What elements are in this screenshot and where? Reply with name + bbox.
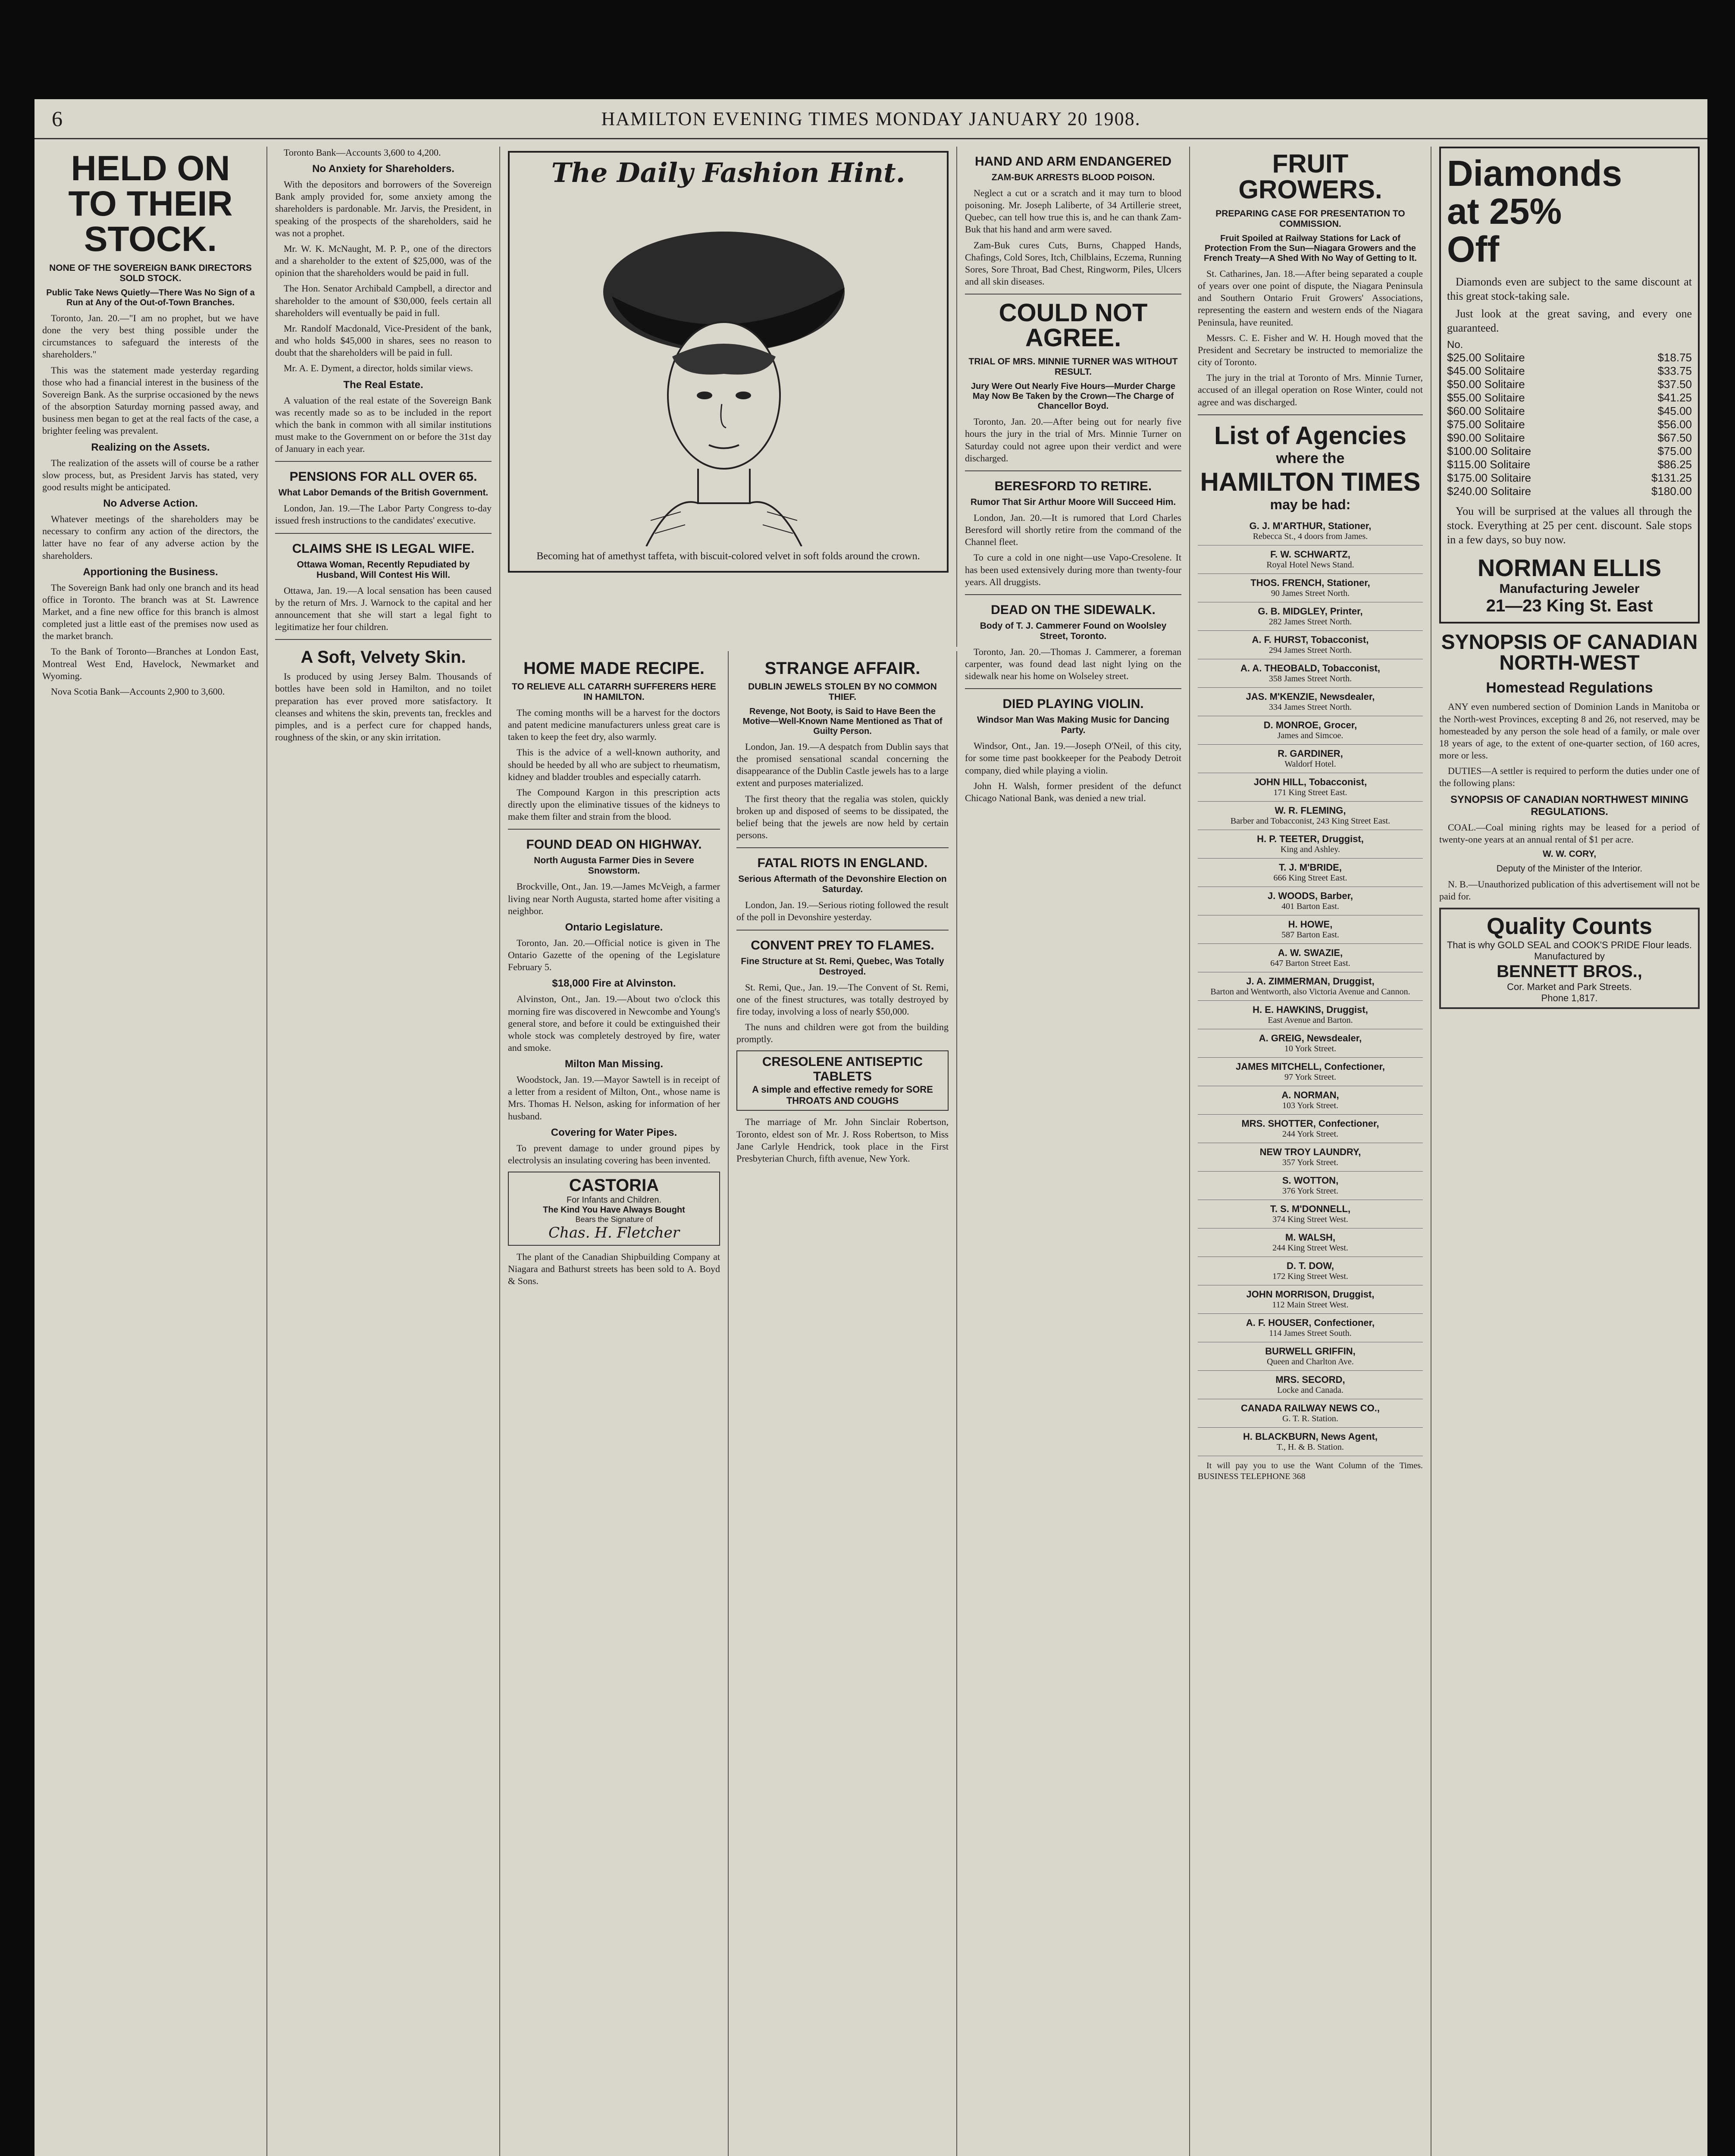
divider — [965, 594, 1181, 595]
agency-address: Locke and Canada. — [1277, 1385, 1344, 1395]
agency-list — [1198, 517, 1423, 1456]
quality-firm: BENNETT BROS., — [1497, 962, 1642, 981]
castoria-sub: For Infants and Children. — [566, 1195, 662, 1205]
subhead: Public Take News Quietly—There Was No Sign of a Run at Any of the Out-of-Town Branches. — [46, 288, 255, 307]
price-old: $90.00 Solitaire — [1447, 431, 1525, 444]
price-row — [1447, 404, 1692, 418]
headline-synopsis: SYNOPSIS OF CANADIAN NORTH-WEST — [1441, 631, 1698, 675]
agency-address: Rebecca St., 4 doors from James. — [1253, 531, 1368, 541]
article-paragraph: Toronto, Jan. 20.—After being out for nearly five hours the jury in the trial of Mrs. Minnie Turner on Saturday could not agree upon their verdict and were discharged. — [965, 416, 1181, 464]
agency-address: 334 James Street North. — [1268, 702, 1352, 712]
price-row — [1447, 485, 1692, 498]
agency-address: East Avenue and Barton. — [1268, 1015, 1353, 1025]
agency-title: List of Agencies — [1214, 421, 1406, 450]
article-paragraph: Mr. A. E. Dyment, a director, holds similar views. — [284, 363, 473, 374]
agency-address: King and Ashley. — [1280, 844, 1340, 854]
agency-address: 374 King Street West. — [1272, 1214, 1348, 1224]
price-new: $75.00 — [1657, 444, 1692, 458]
article-paragraph: Brockville, Ont., Jan. 19.—James McVeigh, a farmer living near North Augusta, started home after visiting a neighbor. — [508, 881, 720, 916]
article-paragraph: Zam-Buk cures Cuts, Burns, Chapped Hands, Chafings, Cold Sores, Itch, Chilblains, Eczema, Running Sores, Sore Throat, Bad Chest, Ringworm, Piles, Ulcers and all skin diseases. — [965, 239, 1181, 287]
list-item — [1198, 802, 1423, 830]
signature-name: W. W. CORY, — [1542, 849, 1597, 859]
list-item — [1198, 1115, 1423, 1143]
article-paragraph: St. Remi, Que., Jan. 19.—The Convent of St. Remi, one of the finest structures, was totally destroyed by fire today, involving a loss of nearly $50,000. — [736, 981, 949, 1017]
list-item — [1198, 1086, 1423, 1115]
headline-beresford: BERESFORD TO RETIRE. — [994, 479, 1152, 493]
column-6 — [1190, 147, 1431, 2156]
quality-address: Cor. Market and Park Streets. — [1507, 981, 1632, 993]
firm-name: NORMAN ELLIS — [1477, 554, 1662, 582]
list-item — [1198, 574, 1423, 602]
section-heading: No Anxiety for Shareholders. — [312, 163, 454, 175]
article-paragraph: John H. Walsh, former president of the defunct Chicago National Bank, was denied a new trial. — [965, 780, 1181, 803]
section-heading: Realizing on the Assets. — [91, 441, 210, 453]
masthead-title: HAMILTON EVENING TIMES MONDAY JANUARY 20 1908. — [601, 108, 1141, 129]
article-paragraph: A valuation of the real estate of the Sovereign Bank was recently made so as to be included in the report which the bank in common with all similar institutions must make to the Government on or before the 31st day of January in each year. — [275, 395, 492, 454]
list-item — [1198, 859, 1423, 887]
price-new: $56.00 — [1657, 417, 1692, 431]
agency-name: A. A. THEOBALD, Tobacconist, — [1240, 662, 1380, 674]
agency-address: 376 York Street. — [1282, 1186, 1338, 1196]
quality-text: That is why GOLD SEAL and COOK'S PRIDE Flour leads. Manufactured by — [1447, 940, 1692, 962]
section-heading: Apportioning the Business. — [83, 566, 218, 578]
headline-died-playing-violin: DIED PLAYING VIOLIN. — [1002, 697, 1144, 711]
headline-velvety-skin: A Soft, Velvety Skin. — [301, 648, 466, 667]
list-item — [1198, 1143, 1423, 1172]
list-item — [1198, 1001, 1423, 1029]
diamonds-headline: Diamonds — [1447, 153, 1622, 194]
article-paragraph: Mr. W. K. McNaught, M. P. P., one of the directors and a shareholder to the extent of $25,000, was of the opinion that the shareholders would be paid in full. — [275, 243, 492, 279]
agency-name: H. BLACKBURN, News Agent, — [1243, 1431, 1378, 1442]
headline-hand-and-arm: HAND AND ARM ENDANGERED — [974, 154, 1172, 169]
article-paragraph: Nova Scotia Bank—Accounts 2,900 to 3,600. — [51, 686, 225, 697]
divider — [508, 829, 720, 830]
agency-address: 171 King Street East. — [1273, 787, 1347, 797]
price-row — [1447, 391, 1692, 404]
castoria-signature: Chas. H. Fletcher — [548, 1224, 680, 1242]
subhead: Homestead Regulations — [1486, 680, 1653, 696]
article-paragraph: Toronto, Jan. 20.—"I am no prophet, but we have done the very best thing possible under the circumstances to safeguard the interests of the shareholders." — [42, 313, 259, 360]
section-heading: Milton Man Missing. — [565, 1058, 663, 1070]
article-paragraph: London, Jan. 20.—It is rumored that Lord Charles Beresford will shortly retire from the command of the Channel fleet. — [965, 512, 1181, 548]
agency-title: HAMILTON TIMES — [1200, 467, 1421, 496]
agency-address: 294 James Street North. — [1268, 645, 1352, 655]
agency-name: A. GREIG, Newsdealer, — [1259, 1032, 1362, 1044]
page-number: 6 — [52, 107, 63, 131]
agency-name: BURWELL GRIFFIN, — [1265, 1345, 1356, 1357]
price-row — [1447, 364, 1692, 378]
headline-held-on: HELD ON TO THEIR STOCK. — [68, 149, 233, 259]
subhead: DUBLIN JEWELS STOLEN BY NO COMMON THIEF. — [748, 682, 937, 702]
divider — [275, 533, 492, 534]
price-new: $67.50 — [1657, 431, 1692, 444]
price-list — [1447, 351, 1692, 498]
divider — [275, 639, 492, 640]
price-new: $37.50 — [1657, 377, 1692, 391]
list-item — [1198, 1428, 1423, 1456]
list-item — [1198, 1200, 1423, 1228]
agency-address: Waldorf Hotel. — [1284, 759, 1336, 769]
agency-name: G. B. MIDGLEY, Printer, — [1258, 605, 1363, 617]
subhead: TRIAL OF MRS. MINNIE TURNER WAS WITHOUT RESULT. — [968, 357, 1178, 377]
cresolene-sub: A simple and effective remedy for SORE THROATS AND COUGHS — [752, 1084, 933, 1106]
agency-address: James and Simcoe. — [1277, 730, 1344, 740]
article-paragraph: The plant of the Canadian Shipbuilding Company at Niagara and Bathurst streets has been sold to A. Boyd & Sons. — [508, 1251, 720, 1287]
ad-paragraph: Just look at the great saving, and every one guaranteed. — [1447, 307, 1692, 335]
section-heading: No Adverse Action. — [103, 498, 198, 510]
article-paragraph: St. Catharines, Jan. 18.—After being separated a couple of years over one point of dispute, the Niagara Peninsula and Southern Ontario Fruit Growers' Associations, representing the eastern and western ends of the Niagara Peninsula, have reunited. — [1198, 268, 1423, 328]
agency-name: A. F. HOUSER, Confectioner, — [1246, 1317, 1375, 1328]
headline-found-dead: FOUND DEAD ON HIGHWAY. — [526, 837, 702, 852]
subhead: North Augusta Farmer Dies in Severe Snowstorm. — [534, 856, 694, 876]
section-heading: The Real Estate. — [343, 379, 423, 391]
article-paragraph: London, Jan. 19.—The Labor Party Congress to-day issued fresh instructions to the candidates' executive. — [275, 503, 492, 526]
list-item — [1198, 745, 1423, 773]
agency-address: 172 King Street West. — [1272, 1271, 1348, 1281]
castoria-sig-label: Bears the Signature of — [575, 1215, 653, 1224]
castoria-title: CASTORIA — [569, 1176, 659, 1195]
section-heading: Ontario Legislature. — [565, 921, 663, 933]
article-paragraph: ANY even numbered section of Dominion Lands in Manitoba or the North-west Provinces, excepting 8 and 26, not reserved, may be homesteaded by any person the sole head of a family, or male over 18 years of age, to the extent of one-quarter section, of 160 acres, more or less. — [1439, 701, 1700, 761]
article-paragraph: This is the advice of a well-known authority, and should be heeded by all who are subject to rheumatism, kidney and bladder troubles and especially catarrh. — [508, 747, 720, 782]
list-item — [1198, 1342, 1423, 1371]
price-new: $33.75 — [1657, 364, 1692, 377]
diamonds-headline: Off — [1447, 229, 1500, 270]
want-column-note: It will pay you to use the Want Column of the Times. BUSINESS TELEPHONE 368 — [1198, 1460, 1423, 1482]
article-paragraph: London, Jan. 19.—Serious rioting followed the result of the poll in Devonshire yesterday. — [736, 899, 949, 923]
headline-claims-legal-wife: CLAIMS SHE IS LEGAL WIFE. — [292, 541, 475, 556]
divider — [736, 930, 949, 931]
agency-address: 358 James Street North. — [1268, 674, 1352, 683]
subhead: Jury Were Out Nearly Five Hours—Murder Charge May Now Be Taken by the Crown—The Charge of Chancellor Boyd. — [971, 382, 1176, 411]
masthead — [34, 99, 1707, 139]
fashion-illustration — [595, 193, 862, 546]
article-paragraph: To the Bank of Toronto—Branches at London East, Montreal West End, Havelock, Newmarket and Wyoming. — [42, 646, 259, 681]
agency-address: 90 James Street North. — [1271, 588, 1350, 598]
agency-name: R. GARDINER, — [1278, 748, 1343, 759]
agency-title: where the — [1276, 450, 1345, 467]
subhead: Ottawa Woman, Recently Repudiated by Husband, Will Contest His Will. — [297, 559, 470, 580]
headline-convent-flames: CONVENT PREY TO FLAMES. — [751, 938, 934, 953]
article-paragraph: Windsor, Ont., Jan. 19.—Joseph O'Neil, of this city, for some time past bookkeeper for the Peabody Detroit company, died while playing a violin. — [965, 740, 1181, 776]
agency-name: H. HOWE, — [1288, 918, 1333, 930]
list-item — [1198, 545, 1423, 574]
divider — [965, 688, 1181, 689]
section-heading: $18,000 Fire at Alvinston. — [552, 978, 676, 990]
agency-name: NEW TROY LAUNDRY, — [1259, 1146, 1361, 1157]
price-new: $180.00 — [1651, 484, 1692, 498]
list-item — [1198, 1399, 1423, 1428]
article-paragraph: Toronto, Jan. 20.—Thomas J. Cammerer, a foreman carpenter, was found dead last night lying on the sidewalk near his home on Wolseley street. — [965, 646, 1181, 682]
price-row — [1447, 431, 1692, 445]
divider — [736, 847, 949, 848]
price-new: $45.00 — [1657, 404, 1692, 417]
fashion-box — [508, 151, 949, 573]
price-old: $75.00 Solitaire — [1447, 417, 1525, 431]
article-paragraph: The Compound Kargon in this prescription acts directly upon the eliminative tissues of the kidneys to make them filter and strain from the blood. — [508, 787, 720, 822]
agency-address: 244 York Street. — [1282, 1129, 1338, 1139]
list-item — [1198, 631, 1423, 659]
subhead: Fruit Spoiled at Railway Stations for Lack of Protection From the Sun—Niagara Growers and the French Treaty—A Shed With No Way of Getting to It. — [1204, 234, 1417, 263]
agency-address: G. T. R. Station. — [1282, 1413, 1338, 1423]
list-item — [1198, 1314, 1423, 1342]
article-paragraph: The Sovereign Bank had only one branch and its head office in Toronto. The branch was at St. Lawrence Market, and a fine new office for this branch is almost completed just a little east of the premises now used as the market branch. — [42, 582, 259, 642]
agency-title: may be had: — [1270, 496, 1351, 512]
agency-address: 244 King Street West. — [1272, 1243, 1348, 1253]
price-old: $60.00 Solitaire — [1447, 404, 1525, 417]
article-paragraph: To cure a cold in one night—use Vapo-Cresolene. It has been used extensively during more than twenty-four years. All druggists. — [965, 552, 1181, 587]
article-paragraph: The marriage of Mr. John Sinclair Robertson, Toronto, eldest son of Mr. J. Ross Robertson, to Miss Jane Carlyle Hendrick, took place in the First Presbyterian Church, fifth avenue, New York. — [736, 1116, 949, 1164]
agency-address: Barber and Tobacconist, 243 King Street East. — [1230, 816, 1391, 826]
ad-paragraph: You will be surprised at the values all through the stock. Everything at 25 per cent. discount. Sale stops in a few days, so buy now. — [1447, 505, 1692, 546]
section-heading: Covering for Water Pipes. — [551, 1126, 677, 1138]
agency-name: J. WOODS, Barber, — [1267, 890, 1353, 901]
subhead: Windsor Man Was Making Music for Dancing Party. — [977, 715, 1169, 736]
article-paragraph: DUTIES—A settler is required to perform the duties under one of the following plans: — [1439, 765, 1700, 789]
article-paragraph: This was the statement made yesterday regarding those who had a financial interest in the business of the Sovereign Bank. As the surprise occasioned by the news of the absorption Saturday morning passed away, and business men began to get at the real facts of the case, a brighter feeling was prevalent. — [42, 364, 259, 436]
price-new: $86.25 — [1657, 458, 1692, 471]
price-row — [1447, 378, 1692, 391]
agency-name: JAS. M'KENZIE, Newsdealer, — [1246, 691, 1375, 702]
headline-home-made-recipe: HOME MADE RECIPE. — [523, 659, 705, 678]
agency-name: T. J. M'BRIDE, — [1279, 862, 1342, 873]
agency-name: JOHN HILL, Tobacconist, — [1253, 776, 1367, 787]
agency-address: 97 York Street. — [1284, 1072, 1336, 1082]
column-2 — [267, 147, 500, 2156]
quality-title: Quality Counts — [1486, 913, 1652, 940]
firm-subtitle: Manufacturing Jeweler — [1499, 582, 1640, 596]
price-old: $50.00 Solitaire — [1447, 377, 1525, 391]
article-paragraph: The nuns and children were got from the building promptly. — [736, 1022, 949, 1045]
list-item — [1198, 1058, 1423, 1086]
fashion-title: The Daily Fashion Hint. — [551, 157, 905, 188]
headline-fruit-growers: FRUIT GROWERS. — [1238, 149, 1382, 204]
subhead: Fine Structure at St. Remi, Quebec, Was Totally Destroyed. — [741, 956, 944, 977]
article-paragraph: With the depositors and borrowers of the Sovereign Bank amply provided for, some anxiety among the shareholders is pardonable. Mr. Jarvis, the President, in speaking of the prospects of the shareholders, said he was not a prophet. — [275, 179, 492, 238]
list-item — [1198, 830, 1423, 859]
article-paragraph: The jury in the trial at Toronto of Mrs. Minnie Turner, accused of an illegal operation on Rose Winter, could not agree and was discharged. — [1198, 372, 1423, 407]
agency-name: S. WOTTON, — [1282, 1175, 1339, 1186]
agency-name: T. S. M'DONNELL, — [1270, 1203, 1351, 1214]
subhead: Body of T. J. Cammerer Found on Woolsley Street, Toronto. — [980, 620, 1167, 641]
price-old: $175.00 Solitaire — [1447, 471, 1531, 484]
divider — [1198, 414, 1423, 415]
agency-address: 103 York Street. — [1282, 1100, 1338, 1110]
agency-address: 282 James Street North. — [1268, 617, 1352, 627]
list-item — [1198, 716, 1423, 745]
price-row — [1447, 445, 1692, 458]
agency-name: MRS. SECORD, — [1275, 1374, 1345, 1385]
price-new: $18.75 — [1657, 351, 1692, 364]
agency-address: 401 Barton East. — [1281, 901, 1339, 911]
ad-no-label: No. — [1447, 338, 1463, 351]
agency-name: A. NORMAN, — [1281, 1089, 1339, 1100]
list-item — [1198, 1371, 1423, 1399]
headline-strange-affair: STRANGE AFFAIR. — [764, 659, 921, 678]
list-item — [1198, 1029, 1423, 1058]
subhead: NONE OF THE SOVEREIGN BANK DIRECTORS SOLD STOCK. — [49, 263, 252, 283]
column-1 — [34, 147, 267, 2156]
price-row — [1447, 458, 1692, 471]
article-paragraph: The Hon. Senator Archibald Campbell, a director and shareholder to the amount of $30,000, feels certain all shareholders will eventually be paid in full. — [275, 283, 492, 318]
subhead: ZAM-BUK ARRESTS BLOOD POISON. — [991, 172, 1155, 182]
price-row — [1447, 351, 1692, 364]
agency-address: Queen and Charlton Ave. — [1267, 1357, 1354, 1366]
list-item — [1198, 915, 1423, 944]
agency-name: F. W. SCHWARTZ, — [1270, 548, 1350, 560]
list-item — [1198, 1285, 1423, 1314]
quality-phone: Phone 1,817. — [1541, 993, 1598, 1004]
list-item — [1198, 602, 1423, 631]
agency-address: 112 Main Street West. — [1272, 1300, 1349, 1310]
subhead: PREPARING CASE FOR PRESENTATION TO COMMISSION. — [1215, 209, 1405, 229]
agency-address: 114 James Street South. — [1269, 1328, 1352, 1338]
agency-name: CANADA RAILWAY NEWS CO., — [1241, 1402, 1380, 1413]
newspaper-page — [34, 99, 1707, 2156]
column-4 — [729, 651, 957, 2156]
price-old: $115.00 Solitaire — [1447, 458, 1531, 471]
price-old: $100.00 Solitaire — [1447, 444, 1531, 458]
agency-address: 357 York Street. — [1282, 1157, 1338, 1167]
article-paragraph: Messrs. C. E. Fisher and W. H. Hough moved that the President and Secretary be instructed to memorialize the city of Toronto. — [1198, 332, 1423, 368]
list-item — [1198, 887, 1423, 915]
diamonds-ad — [1439, 147, 1700, 624]
article-paragraph: The coming months will be a harvest for the doctors and patent medicine manufacturers unless great care is taken to keep the feet dry, also warmly. — [508, 707, 720, 743]
agency-address: T., H. & B. Station. — [1277, 1442, 1344, 1452]
list-item — [1198, 972, 1423, 1001]
column-7 — [1431, 147, 1707, 2156]
headline-fatal-riots: FATAL RIOTS IN ENGLAND. — [757, 856, 928, 871]
diamonds-headline: at 25% — [1447, 191, 1562, 232]
price-old: $240.00 Solitaire — [1447, 484, 1531, 498]
firm-address: 21—23 King St. East — [1486, 596, 1653, 616]
list-item — [1198, 1228, 1423, 1257]
price-old: $25.00 Solitaire — [1447, 351, 1525, 364]
agency-name: A. F. HURST, Tobacconist, — [1252, 634, 1369, 645]
article-paragraph: Toronto, Jan. 20.—Official notice is given in The Ontario Gazette of the opening of the Legislature February 5. — [508, 937, 720, 973]
divider — [965, 294, 1181, 295]
article-paragraph: London, Jan. 19.—A despatch from Dublin says that the promised sensational scandal concerning the disappearance of the Dublin Castle jewels has to a large extent and purposes materialized. — [736, 741, 949, 789]
list-item — [1198, 944, 1423, 972]
article-paragraph: Neglect a cut or a scratch and it may turn to blood poisoning. Mr. Joseph Laliberte, of 34 Artillerie street, Quebec, can tell how true this is, and he can thank Zam-Buk that his hand and arm were saved. — [965, 188, 1181, 235]
quality-counts-ad — [1439, 908, 1700, 1009]
agency-address: Barton and Wentworth, also Victoria Avenue and Cannon. — [1210, 987, 1410, 997]
article-paragraph: Toronto Bank—Accounts 3,600 to 4,200. — [284, 147, 441, 158]
agency-name: D. MONROE, Grocer, — [1263, 719, 1357, 730]
agency-name: JOHN MORRISON, Druggist, — [1246, 1288, 1375, 1300]
article-paragraph: Is produced by using Jersey Balm. Thousands of bottles have been sold in Hamilton, and no toilet preparation has ever proved more satisfactory. It cleanses and whitens the skin, prevents tan, freckles and pimples, and is a perfect cure for chapped hands, roughness of the skin, or any skin irritation. — [275, 671, 492, 743]
agency-name: D. T. DOW, — [1287, 1260, 1334, 1271]
divider — [275, 461, 492, 462]
article-paragraph: The first theory that the regalia was stolen, quickly broken up and disposed of seems to be dissipated, the belief being that the jewels are now held by certain persons. — [736, 793, 949, 841]
price-old: $45.00 Solitaire — [1447, 364, 1525, 377]
agency-address: 666 King Street East. — [1273, 873, 1347, 883]
price-row — [1447, 471, 1692, 485]
fashion-section — [500, 147, 957, 647]
agency-name: H. P. TEETER, Druggist, — [1257, 833, 1364, 844]
list-item — [1198, 659, 1423, 688]
headline-could-not-agree: COULD NOT AGREE. — [999, 299, 1148, 352]
agency-address: Royal Hotel News Stand. — [1266, 560, 1354, 570]
agency-name: A. W. SWAZIE, — [1278, 947, 1343, 958]
subhead: What Labor Demands of the British Government. — [278, 488, 489, 498]
cresolene-ad — [736, 1050, 949, 1111]
section-heading: SYNOPSIS OF CANADIAN NORTHWEST MINING REGULATIONS. — [1450, 793, 1688, 818]
cresolene-title: CRESOLENE ANTISEPTIC TABLETS — [762, 1055, 923, 1084]
article-paragraph: Alvinston, Ont., Jan. 19.—About two o'clock this morning fire was discovered in Newcombe and Young's general store, and before it could be extinguished their whole stock was completely destroyed by fire, water and smoke. — [508, 993, 720, 1053]
fashion-caption: Becoming hat of amethyst taffeta, with biscuit-colored velvet in soft folds around the crown. — [536, 551, 920, 562]
article-paragraph: Woodstock, Jan. 19.—Mayor Sawtell is in receipt of a letter from a resident of Milton, Ont., whose name is Mrs. Thomas H. Nelson, asking for information of her husband. — [508, 1074, 720, 1122]
article-paragraph: Ottawa, Jan. 19.—A local sensation has been caused by the return of Mrs. J. Warnock to the capital and her announcement that she will start a legal fight to legitimatize her four children. — [275, 585, 492, 633]
agency-name: MRS. SHOTTER, Confectioner, — [1241, 1118, 1379, 1129]
list-item — [1198, 688, 1423, 716]
article-paragraph: N. B.—Unauthorized publication of this advertisement will not be paid for. — [1439, 878, 1700, 902]
price-new: $41.25 — [1657, 391, 1692, 404]
headline-dead-on-sidewalk: DEAD ON THE SIDEWALK. — [991, 602, 1156, 617]
list-item — [1198, 773, 1423, 802]
ad-paragraph: Diamonds even are subject to the same discount at this great stock-taking sale. — [1447, 275, 1692, 302]
agency-name: JAMES MITCHELL, Confectioner, — [1236, 1061, 1385, 1072]
subhead: Serious Aftermath of the Devonshire Election on Saturday. — [738, 874, 947, 895]
divider — [965, 470, 1181, 471]
subhead: Revenge, Not Booty, is Said to Have Been the Motive—Well-Known Name Mentioned as That of Guilty Person. — [742, 707, 943, 736]
headline-pensions: PENSIONS FOR ALL OVER 65. — [289, 470, 477, 484]
agency-name: M. WALSH, — [1285, 1232, 1336, 1243]
list-item — [1198, 1257, 1423, 1285]
article-paragraph: Whatever meetings of the shareholders may be necessary to confirm any action of the directors, the latter have no fear of any adverse action by the shareholders. — [42, 514, 259, 561]
price-old: $55.00 Solitaire — [1447, 391, 1525, 404]
agency-name: W. R. FLEMING, — [1275, 805, 1346, 816]
list-item — [1198, 517, 1423, 545]
agency-address: 10 York Street. — [1284, 1044, 1336, 1053]
castoria-ad — [508, 1172, 720, 1246]
column-3 — [500, 651, 729, 2156]
price-row — [1447, 418, 1692, 431]
agency-name: G. J. M'ARTHUR, Stationer, — [1249, 520, 1372, 531]
article-paragraph: COAL.—Coal mining rights may be leased for a period of twenty-one years at an annual rental of $1 per acre. — [1439, 821, 1700, 845]
agency-address: 587 Barton East. — [1281, 930, 1339, 940]
article-paragraph: Mr. Randolf Macdonald, Vice-President of the bank, and who holds $45,000 in shares, sees no reason to doubt that the shareholders will be paid in full. — [275, 323, 492, 358]
signature-title: Deputy of the Minister of the Interior. — [1496, 863, 1643, 874]
agency-name: THOS. FRENCH, Stationer, — [1250, 577, 1370, 588]
article-paragraph: To prevent damage to under ground pipes by electrolysis an insulating covering has been invented. — [508, 1142, 720, 1166]
price-new: $131.25 — [1651, 471, 1692, 484]
agency-name: H. E. HAWKINS, Druggist, — [1253, 1004, 1368, 1015]
agency-address: 647 Barton Street East. — [1270, 958, 1350, 968]
column-5 — [957, 147, 1190, 2156]
list-item — [1198, 1172, 1423, 1200]
agency-name: J. A. ZIMMERMAN, Druggist, — [1246, 975, 1375, 987]
castoria-line: The Kind You Have Always Bought — [543, 1205, 685, 1215]
subhead: Rumor That Sir Arthur Moore Will Succeed Him. — [970, 497, 1176, 507]
article-paragraph: The realization of the assets will of course be a rather slow process, but, as President Jarvis has stated, very good results might be anticipated. — [42, 457, 259, 492]
subhead: TO RELIEVE ALL CATARRH SUFFERERS HERE IN HAMILTON. — [512, 682, 716, 702]
